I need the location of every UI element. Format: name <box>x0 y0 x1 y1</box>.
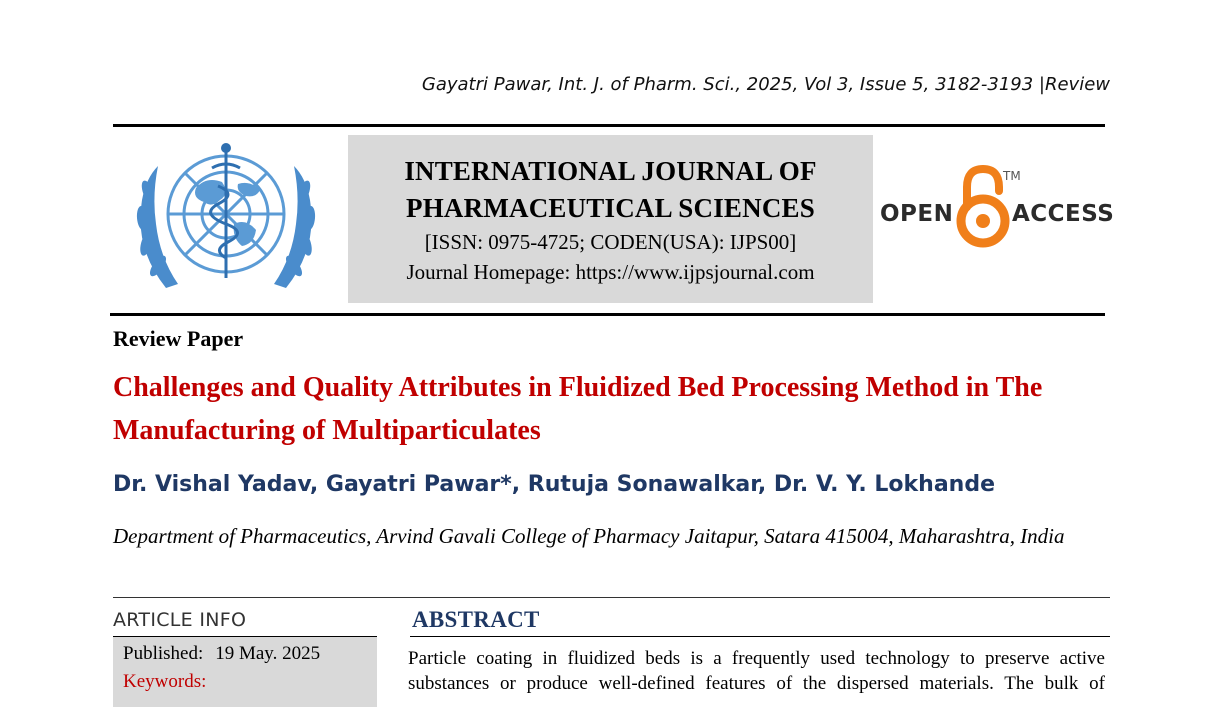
published-row <box>123 640 367 668</box>
journal-issn: [ISSN: 0975-4725; CODEN(USA): IJPS00] <box>424 230 797 254</box>
author-list: Dr. Vishal Yadav, Gayatri Pawar*, Rutuja Sonawalkar, Dr. V. Y. Lokhande <box>113 472 996 497</box>
journal-name-line1: INTERNATIONAL JOURNAL OF <box>404 156 817 186</box>
paper-title: Challenges and Quality Attributes in Fluidized Bed Processing Method in The Manufacturing of Multiparticulates <box>113 372 1043 446</box>
published-date: 19 May. 2025 <box>215 643 321 664</box>
open-access-lock-icon <box>956 165 1010 251</box>
keywords-label: Keywords: <box>123 671 207 692</box>
trademark-mark: TM <box>1003 169 1021 183</box>
running-header: Gayatri Pawar, Int. J. of Pharm. Sci., 2025, Vol 3, Issue 5, 3182-3193 |Review <box>421 74 1110 95</box>
journal-emblem-icon <box>126 138 326 306</box>
header-top-rule <box>113 124 1105 127</box>
open-access-logo <box>880 165 1115 255</box>
journal-homepage[interactable]: Journal Homepage: https://www.ijpsjournal.com <box>406 260 815 284</box>
abstract-text: Particle coating in fluidized beds is a frequently used technology to preserve active substances or produce well-defined features of the dispersed materials. The bulk of <box>408 648 1105 694</box>
keywords-row <box>123 668 367 696</box>
article-info-box <box>113 637 377 707</box>
journal-name-line2: PHARMACEUTICAL SCIENCES <box>406 193 815 223</box>
abstract-heading: ABSTRACT <box>412 607 540 632</box>
article-info-heading: ARTICLE INFO <box>113 609 247 631</box>
journal-info-box <box>348 135 873 303</box>
paper-type: Review Paper <box>113 326 244 351</box>
abstract-rule <box>410 636 1110 637</box>
open-access-word-access: ACCESS <box>1012 201 1115 227</box>
published-label: Published: <box>123 643 204 664</box>
author-affiliation: Department of Pharmaceutics, Arvind Gavali College of Pharmacy Jaitapur, Satara 415004, Maharashtra, India <box>113 524 1065 548</box>
header-bottom-rule <box>110 313 1105 316</box>
section-divider <box>113 597 1110 598</box>
open-access-word-open: OPEN <box>880 201 954 227</box>
